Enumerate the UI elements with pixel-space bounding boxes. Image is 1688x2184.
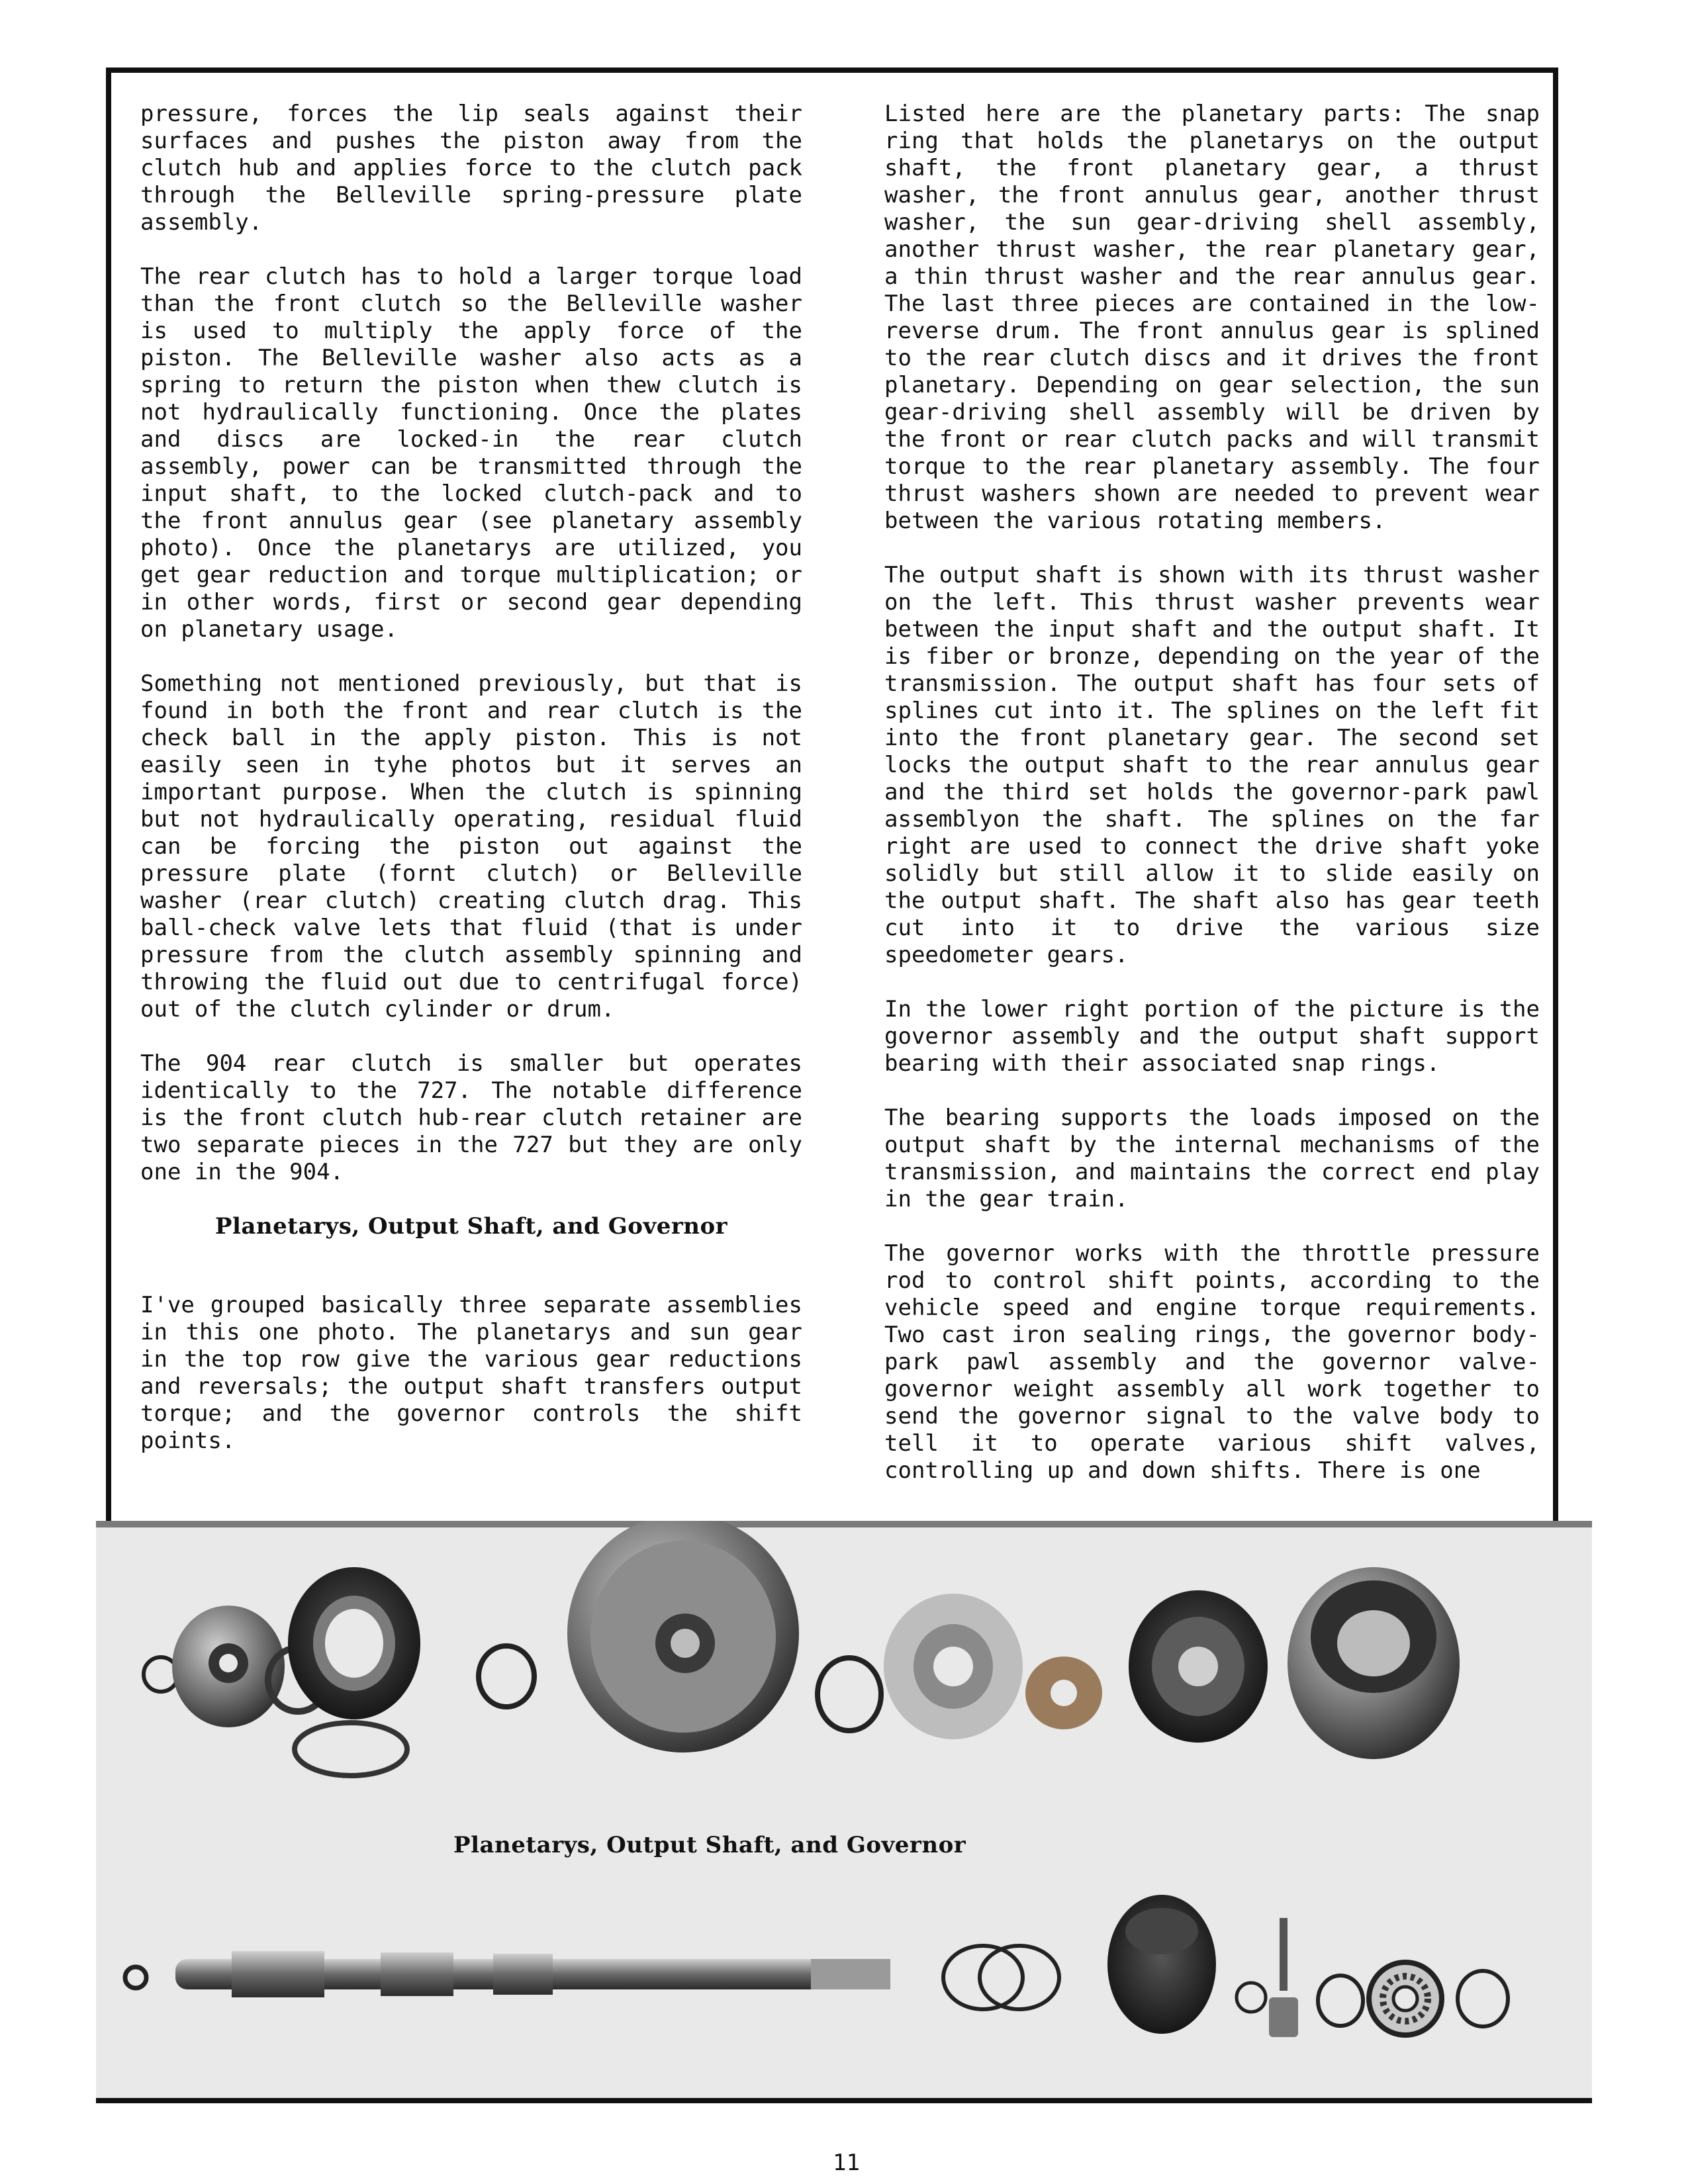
governor-body-icon [1107, 1895, 1216, 2034]
section-heading: Planetarys, Output Shaft, and Governor [214, 1213, 728, 1240]
left-paragraph-2: The rear clutch has to hold a larger torque load than the front clutch so the Belleville washer is used to multiply the apply force of the piston. The Belleville washer also acts as a spring to return the piston when thew clutch is not hydraulically functioning. Once the plates and discs are locked-in the rear clutch assembly, power can be transmitted through the input shaft, to the locked clutch-pack and to the front annulus gear (see planetary assembly photo). Once the planetarys are utilized, you get gear reduction and torque multiplication; or in other words, first or second gear depending on planetary usage. [140, 263, 802, 643]
governor-snap-ring-icon [1318, 1976, 1363, 2026]
photo-caption: Planetarys, Output Shaft, and Governor [453, 1832, 966, 1858]
right-column [884, 101, 1540, 1484]
output-shaft-bearing-icon [1369, 1962, 1442, 2035]
rear-planetary-gear-icon [884, 1594, 1023, 1739]
parts-photo [96, 1521, 1592, 2103]
thrust-washer-3-icon [479, 1646, 534, 1707]
thrust-washer-4-icon [818, 1658, 881, 1731]
thin-thrust-washer-icon [1025, 1657, 1102, 1729]
governor-valve-icon [1237, 1918, 1298, 2037]
parts-illustration [96, 1521, 1592, 2103]
right-paragraph-5: The governor works with the throttle pressure rod to control shift points, according to the vehicle speed and engine torque requirements. Two cast iron sealing rings, the governor body-park pawl assembly and the governor valve-governor weight assembly all work together to send the governor signal to the valve body to tell it to operate various shift valves, controlling up and down shifts. There is one [884, 1240, 1540, 1484]
thrust-washer-2-icon [295, 1723, 407, 1776]
left-column [140, 101, 802, 1455]
left-paragraph-3: Something not mentioned previously, but that is found in both the front and rear clutch is the check ball in the apply piston. This is not easily seen in tyhe photos but it serves an important purpose. When the clutch is spinning but not hydraulically operating, residual fluid can be forcing the piston out against the pressure plate (fornt clutch) or Belleville washer (rear clutch) creating clutch drag. This ball-check valve lets that fluid (that is under pressure from the clutch assembly spinning and throwing the fluid out due to centrifugal force) out of the clutch cylinder or drum. [140, 670, 802, 1023]
output-shaft-thrust-washer-icon [125, 1967, 146, 1988]
left-paragraph-5: I've grouped basically three separate assemblies in this one photo. The planetarys and sun gear in the top row give the various gear reductions and reversals; the output shaft transfers output torque; and the governor controls the shift points. [140, 1292, 802, 1454]
left-paragraph-1: pressure, forces the lip seals against their surfaces and pushes the piston away from the clutch hub and applies force to the clutch pack through the Belleville spring-pressure plate assembly. [140, 101, 802, 236]
front-annulus-gear-icon [288, 1567, 420, 1719]
rear-annulus-gear-icon [1129, 1590, 1268, 1743]
right-paragraph-1: Listed here are the planetary parts: The snap ring that holds the planetarys on the output shaft, the front planetary gear, a thrust washer, the front annulus gear, another thrust washer, the sun gear-driving shell assembly, another thrust washer, the rear planetary gear, a thin thrust washer and the rear annulus gear. The last three pieces are contained in the low-reverse drum. The front annulus gear is splined to the rear clutch discs and it drives the front planetary. Depending on gear selection, the sun gear-driving shell assembly will be driven by the front or rear clutch packs and will transmit torque to the rear planetary assembly. The four thrust washers shown are needed to prevent wear between the various rotating members. [884, 101, 1540, 534]
bearing-snap-ring-icon [1458, 1971, 1508, 2026]
sun-gear-driving-shell-icon [567, 1521, 799, 1752]
right-paragraph-2: The output shaft is shown with its thrust washer on the left. This thrust washer prevents wear between the input shaft and the output shaft. It is fiber or bronze, depending on the year of the transmission. The output shaft has four sets of splines cut into it. The splines on the left fit into the front planetary gear. The second set locks the output shaft to the rear annulus gear and the third set holds the governor-park pawl assemblyon the shaft. The splines on the far right are used to connect the drive shaft yoke solidly but still allow it to slide easily on the output shaft. The shaft also has gear teeth cut into it to drive the various size speedometer gears. [884, 562, 1540, 968]
left-paragraph-4: The 904 rear clutch is smaller but operates identically to the 727. The notable difference is the front clutch hub-rear clutch retainer are two separate pieces in the 727 but they are only one in the 904. [140, 1050, 802, 1185]
page-number: 11 [833, 2150, 860, 2176]
output-shaft-icon [175, 1951, 890, 1997]
sealing-rings-icon [943, 1946, 1059, 2009]
right-paragraph-4: The bearing supports the loads imposed on the output shaft by the internal mechanisms of the transmission, and maintains the correct end play in the gear train. [884, 1105, 1540, 1212]
right-paragraph-3: In the lower right portion of the picture is the governor assembly and the output shaft support bearing with their associated snap rings. [884, 996, 1540, 1077]
low-reverse-drum-icon [1288, 1567, 1460, 1759]
